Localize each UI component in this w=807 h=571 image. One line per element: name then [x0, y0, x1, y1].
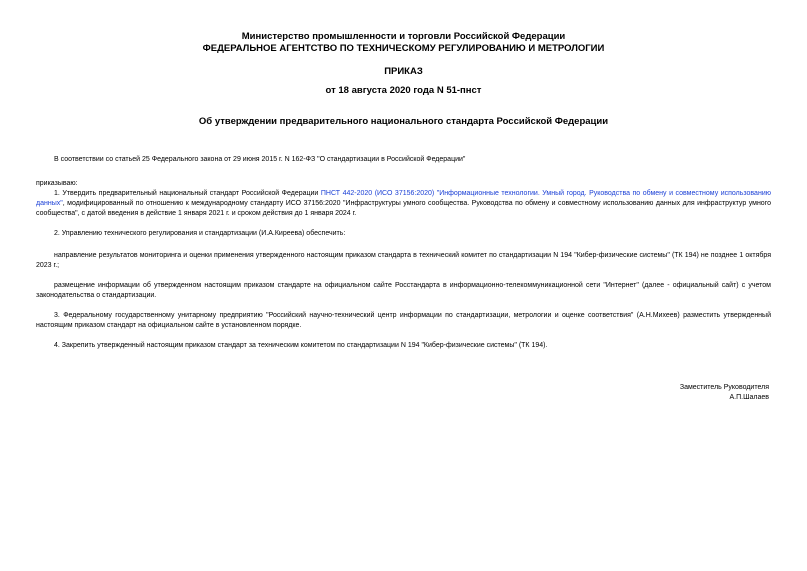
item-2: 2. Управлению технического регулирования и стандартизации (И.А.Киреева) обеспечить:	[54, 230, 346, 237]
ministry-name: Министерство промышленности и торговли Российской Федерации	[241, 31, 566, 42]
document-date-number: от 18 августа 2020 года N 51-пнст	[325, 85, 482, 96]
signatory-name: А.П.Шалаев	[729, 394, 769, 401]
agency-name: ФЕДЕРАЛЬНОЕ АГЕНТСТВО ПО ТЕХНИЧЕСКОМУ РЕГУЛИРОВАНИЮ И МЕТРОЛОГИИ	[202, 43, 605, 54]
item-1-text-before: 1. Утвердить предварительный национальный стандарт Российской Федерации	[54, 190, 321, 197]
document-type: ПРИКАЗ	[384, 66, 423, 77]
document-title: Об утверждении предварительного национального стандарта Российской Федерации	[198, 116, 609, 127]
preamble: В соответствии со статьей 25 Федерального закона от 29 июня 2015 г. N 162-ФЗ "О стандартизации в Российской Федерации"	[54, 156, 466, 163]
item-1-text-after: , модифицированный по отношению к международному стандарту ИСО 37156:2020 "Инфраструктуры умного сообщества. Руководства по обмену и совместному использованию данных для инфраструктур умного сообщества", с датой введения в действие 1 января 2021 г. и сроком действия до 1 января 2024 г.	[36, 200, 771, 217]
standard-link[interactable]: ПНСТ 442-2020 (ИСО 37156:2020) "Информационные технологии. Умный город. Руководства по обмену и совместному использованию данных"	[36, 190, 771, 207]
item-2-b: размещение информации об утвержденном настоящим приказом стандарте на официальном сайте Росстандарта в информационно-телекоммуникационной сети "Интернет" (далее - официальный сайт) с учетом законодательства о стандартизации.	[36, 282, 771, 299]
item-3: 3. Федеральному государственному унитарному предприятию "Российский научно-технический центр информации по стандартизации, метрологии и оценке соответствия" (А.Н.Михеев) разместить утвержденный настоящим приказом стандарт на официальном сайте в установленном порядке.	[36, 312, 771, 329]
signatory-position: Заместитель Руководителя	[679, 384, 769, 391]
item-1	[36, 189, 771, 219]
item-4: 4. Закрепить утвержденный настоящим приказом стандарт за техническим комитетом по стандартизации N 194 "Кибер-физические системы" (ТК 194).	[54, 342, 548, 349]
order-word: приказываю:	[36, 180, 78, 187]
item-2-a: направление результатов мониторинга и оценки применения утвержденного настоящим приказом стандарта в технический комитет по стандартизации N 194 "Кибер-физические системы" (ТК 194) не позднее 1 октября 2023 г.;	[36, 252, 771, 269]
